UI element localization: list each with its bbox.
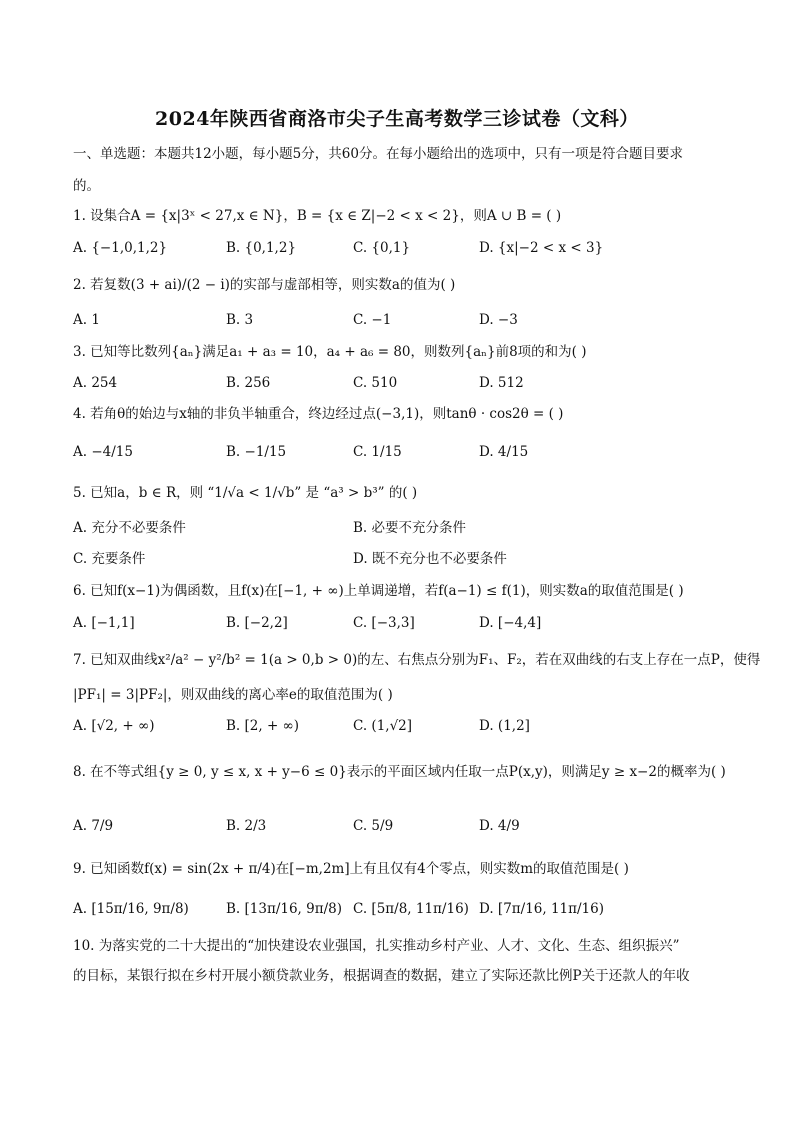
question-6-option-a: A. [−1,1] xyxy=(73,615,135,631)
question-4-option-c: C. 1/15 xyxy=(353,444,402,460)
question-4-option-d: D. 4/15 xyxy=(479,444,529,460)
question-1-option-d: D. {x|−2 < x < 3} xyxy=(479,240,604,256)
question-7-stem: 7. 已知双曲线x²/a² − y²/b² = 1(a > 0,b > 0)的左、右焦点分别为F₁、F₂，若在双曲线的右支上存在一点P，使得 xyxy=(73,652,761,668)
question-3-stem: 3. 已知等比数列{aₙ}满足a₁ + a₃ = 10，a₄ + a₆ = 80，则数列{aₙ}前8项的和为( ) xyxy=(73,344,587,360)
question-9-option-b: B. [13π/16, 9π/8) xyxy=(226,901,342,917)
question-7-option-a: A. [√2, + ∞) xyxy=(73,718,155,734)
question-8-option-d: D. 4/9 xyxy=(479,818,520,834)
question-6-option-c: C. [−3,3] xyxy=(353,615,415,631)
question-5-option-c: C. 充要条件 xyxy=(73,551,146,567)
question-2-stem: 2. 若复数(3 + ai)/(2 − i)的实部与虚部相等，则实数a的值为( ) xyxy=(73,277,456,293)
question-10-stem: 10. 为落实党的二十大提出的“加快建设农业强国，扎实推动乡村产业、人才、文化、生态、组织振兴” xyxy=(73,938,680,954)
question-2-option-d: D. −3 xyxy=(479,312,518,328)
section-instruction: 一、单选题：本题共12小题，每小题5分，共60分。在每小题给出的选项中，只有一项是符合题目要求 xyxy=(73,146,683,162)
question-9-stem: 9. 已知函数f(x) = sin(2x + π/4)在[−m,2m]上有且仅有4个零点，则实数m的取值范围是( ) xyxy=(73,861,629,877)
question-7-option-d: D. (1,2] xyxy=(479,718,530,734)
question-1-option-b: B. {0,1,2} xyxy=(226,240,297,256)
question-6-stem: 6. 已知f(x−1)为偶函数，且f(x)在[−1, + ∞)上单调递增，若f(a−1) ≤ f(1)，则实数a的取值范围是( ) xyxy=(73,583,684,599)
question-3-option-d: D. 512 xyxy=(479,375,524,391)
question-10-stem-cont: 的目标，某银行拟在乡村开展小额贷款业务，根据调查的数据，建立了实际还款比例P关于还款人的年收 xyxy=(73,968,690,984)
question-6-option-b: B. [−2,2] xyxy=(226,615,288,631)
question-4-option-b: B. −1/15 xyxy=(226,444,287,460)
question-3-option-c: C. 510 xyxy=(353,375,398,391)
question-5-stem: 5. 已知a，b ∈ R，则 “1/√a < 1/√b” 是 “a³ > b³” 的( ) xyxy=(73,485,418,501)
question-9-option-c: C. [5π/8, 11π/16) xyxy=(353,901,469,917)
question-6-option-d: D. [−4,4] xyxy=(479,615,542,631)
question-5-option-a: A. 充分不必要条件 xyxy=(73,520,186,536)
question-8-option-b: B. 2/3 xyxy=(226,818,267,834)
question-8-option-c: C. 5/9 xyxy=(353,818,394,834)
question-9-option-d: D. [7π/16, 11π/16) xyxy=(479,901,605,917)
question-3-option-b: B. 256 xyxy=(226,375,271,391)
question-7-option-b: B. [2, + ∞) xyxy=(226,718,300,734)
question-9-option-a: A. [15π/16, 9π/8) xyxy=(73,901,189,917)
question-1-stem: 1. 设集合A = {x|3ˣ < 27,x ∈ N}，B = {x ∈ Z|−2 < x < 2}，则A ∪ B = ( ) xyxy=(73,208,562,224)
section-instruction-cont: 的。 xyxy=(73,178,100,194)
question-2-option-c: C. −1 xyxy=(353,312,392,328)
question-1-option-c: C. {0,1} xyxy=(353,240,411,256)
question-8-stem: 8. 在不等式组{y ≥ 0, y ≤ x, x + y−6 ≤ 0}表示的平面区域内任取一点P(x,y)，则满足y ≥ x−2的概率为( ) xyxy=(73,764,726,780)
question-5-option-b: B. 必要不充分条件 xyxy=(353,520,467,536)
question-4-option-a: A. −4/15 xyxy=(73,444,133,460)
question-2-option-a: A. 1 xyxy=(73,312,100,328)
question-3-option-a: A. 254 xyxy=(73,375,118,391)
question-8-option-a: A. 7/9 xyxy=(73,818,114,834)
question-7-stem-cont: |PF₁| = 3|PF₂|，则双曲线的离心率e的取值范围为( ) xyxy=(73,687,393,703)
question-2-option-b: B. 3 xyxy=(226,312,254,328)
question-5-option-d: D. 既不充分也不必要条件 xyxy=(353,551,507,567)
exam-title: 2024年陕西省商洛市尖子生高考数学三诊试卷（文科） xyxy=(155,108,639,130)
question-7-option-c: C. (1,√2] xyxy=(353,718,413,734)
question-4-stem: 4. 若角θ的始边与x轴的非负半轴重合，终边经过点(−3,1)，则tanθ · cos2θ = ( ) xyxy=(73,406,564,422)
question-1-option-a: A. {−1,0,1,2} xyxy=(73,240,168,256)
